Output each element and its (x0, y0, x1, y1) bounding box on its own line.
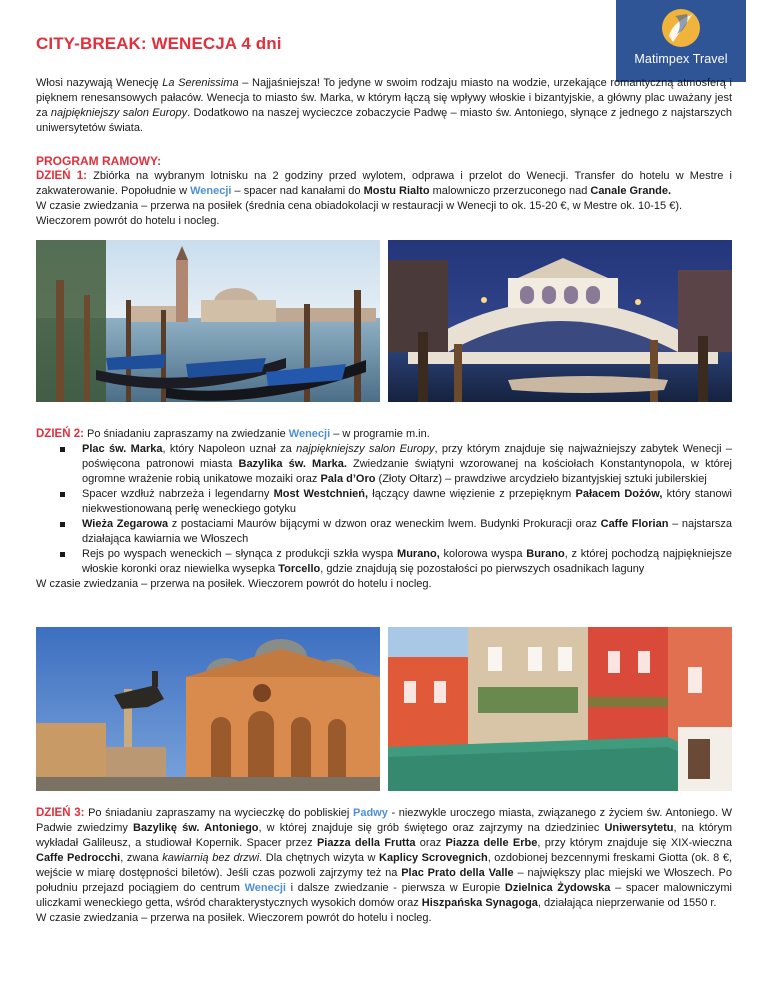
list-item: Spacer wzdłuż nabrzeża i legendarny Most Westchnień, łączący dawne więzienie z przepięknym Pałacem Dożów, który stanowi niekwestionowaną perłę weneckiego gotyku (36, 487, 732, 517)
matimpex-logo (616, 0, 746, 82)
list-item: Wieża Zegarowa z postaciami Maurów bijącymi w dzwon oraz weneckim lwem. Budynki Prokuracji oraz Caffe Florian – najstarsza działająca kawiarnia we Włoszech (36, 517, 732, 547)
day2-list (36, 442, 732, 577)
logo-brand-text: Matimpex Travel (634, 52, 728, 66)
square-bullet-icon (60, 522, 65, 527)
photo-gondolas-san-giorgio (36, 240, 380, 402)
program-heading: PROGRAM RAMOWY: (36, 154, 162, 168)
globe-logo-icon (659, 6, 703, 50)
day3-section (36, 806, 732, 926)
square-bullet-icon (60, 552, 65, 557)
square-bullet-icon (60, 447, 65, 452)
day3-label: DZIEŃ 3: (36, 807, 85, 819)
photo-basilica-padua (36, 627, 380, 791)
photo-rialto-bridge-night (388, 240, 732, 402)
day1-paragraph: DZIEŃ 1: Zbiórka na wybranym lotnisku na 2 godziny przed wylotem, odprawa i przelot do Wenecji. Transfer do hotelu w Mestre i zakwaterowanie. Popołudnie w Wenecji – spacer nad kanałami do Mostu Rialto malowniczo przerzuconego nad Canale Grande. (36, 170, 733, 197)
day2-intro: DZIEŃ 2: Po śniadaniu zapraszamy na zwiedzanie Wenecji – w programie m.in. (36, 428, 430, 440)
day1-section (36, 154, 732, 229)
square-bullet-icon (60, 492, 65, 497)
day1-meal-note: W czasie zwiedzania – przerwa na posiłek (średnia cena obiadokolacji w restauracji w Wenecji to ok. 15-20 €, w Mestre ok. 10-15 €). (36, 200, 683, 212)
day3-closing: W czasie zwiedzania – przerwa na posiłek. Wieczorem powrót do hotelu i nocleg. (36, 912, 432, 924)
day2-label: DZIEŃ 2: (36, 428, 84, 440)
day1-label: DZIEŃ 1: (36, 170, 88, 182)
list-item: Rejs po wyspach weneckich – słynąca z produkcji szkła wyspa Murano, kolorowa wyspa Burano, z której pochodzą najpiękniejsze włoskie koronki oraz niewielka wysepka Torcello, gdzie znajdują się pozostałości po pierwszych osadnikach laguny (36, 547, 732, 577)
list-item: Plac św. Marka, który Napoleon uznał za najpiękniejszy salon Europy, przy którym znajduje się najważniejszy zabytek Wenecji – poświęcona patronowi miasta Bazylika św. Marka. Zwiedzanie świątyni wzorowanej na kościołach Konstantynopola, w której ogromne wrażenie robią unikatowe mozaiki oraz Pala d’Oro (Złoty Ołtarz) – prawdziwe arcydzieło bizantyjskiej sztuki jubilerskiej (36, 442, 732, 487)
day1-closing: Wieczorem powrót do hotelu i nocleg. (36, 215, 220, 227)
day2-section (36, 427, 732, 592)
intro-paragraph: Włosi nazywają Wenecję La Serenissima – Najjaśniejsza! To jedyne w swoim rodzaju miasto na wodzie, urzekające romantyczną atmosferą i pięknem renesansowych pałaców. Wenecja to miasto św. Marka, w którym łączą się wpływy włoskie i bizantyjskie, a główny plac uważany jest za najpiękniejszy salon Europy. Dodatkowo na naszej wycieczce zobaczycie Padwę – miasto św. Antoniego, słynące z jednego z najstarszych uniwersytetów świata. (36, 77, 732, 134)
photo-venice-canal-houses (388, 627, 732, 791)
day2-closing: W czasie zwiedzania – przerwa na posiłek. Wieczorem powrót do hotelu i nocleg. (36, 578, 432, 590)
day3-paragraph: DZIEŃ 3: Po śniadaniu zapraszamy na wycieczkę do pobliskiej Padwy - niezwykle uroczego miasta, związanego z życiem św. Antoniego. W Padwie zwiedzimy Bazylikę św. Antoniego, w której znajduje się grób świętego oraz zajrzymy na dziedziniec Uniwersytetu, na którym wykładał Galileusz, a studiował Kopernik. Spacer przez Piazza della Frutta oraz Piazza delle Erbe, przy którym znajduje się XIX-wieczna Caffe Pedrocchi, zwana kawiarnią bez drzwi. Dla chętnych wizyta w Kaplicy Scrovegnich, ozdobionej bezcennymi freskami Giotta (ok. 8 €, wejście w miarę dostępności biletów). Jeśli czas pozwoli zajrzymy też na Plac Prato della Valle – największy plac miejski we Włoszech. Po południu przejazd pociągiem do centrum Wenecji i dalsze zwiedzanie - pierwsza w Europie Dzielnica Żydowska – spacer malowniczymi uliczkami weneckiego getta, wśród charakterystycznych wysokich domów oraz Hiszpańska Synagoga, działająca nieprzerwanie od 1550 r. (36, 807, 733, 909)
page-title: CITY-BREAK: WENECJA 4 dni (36, 34, 282, 53)
